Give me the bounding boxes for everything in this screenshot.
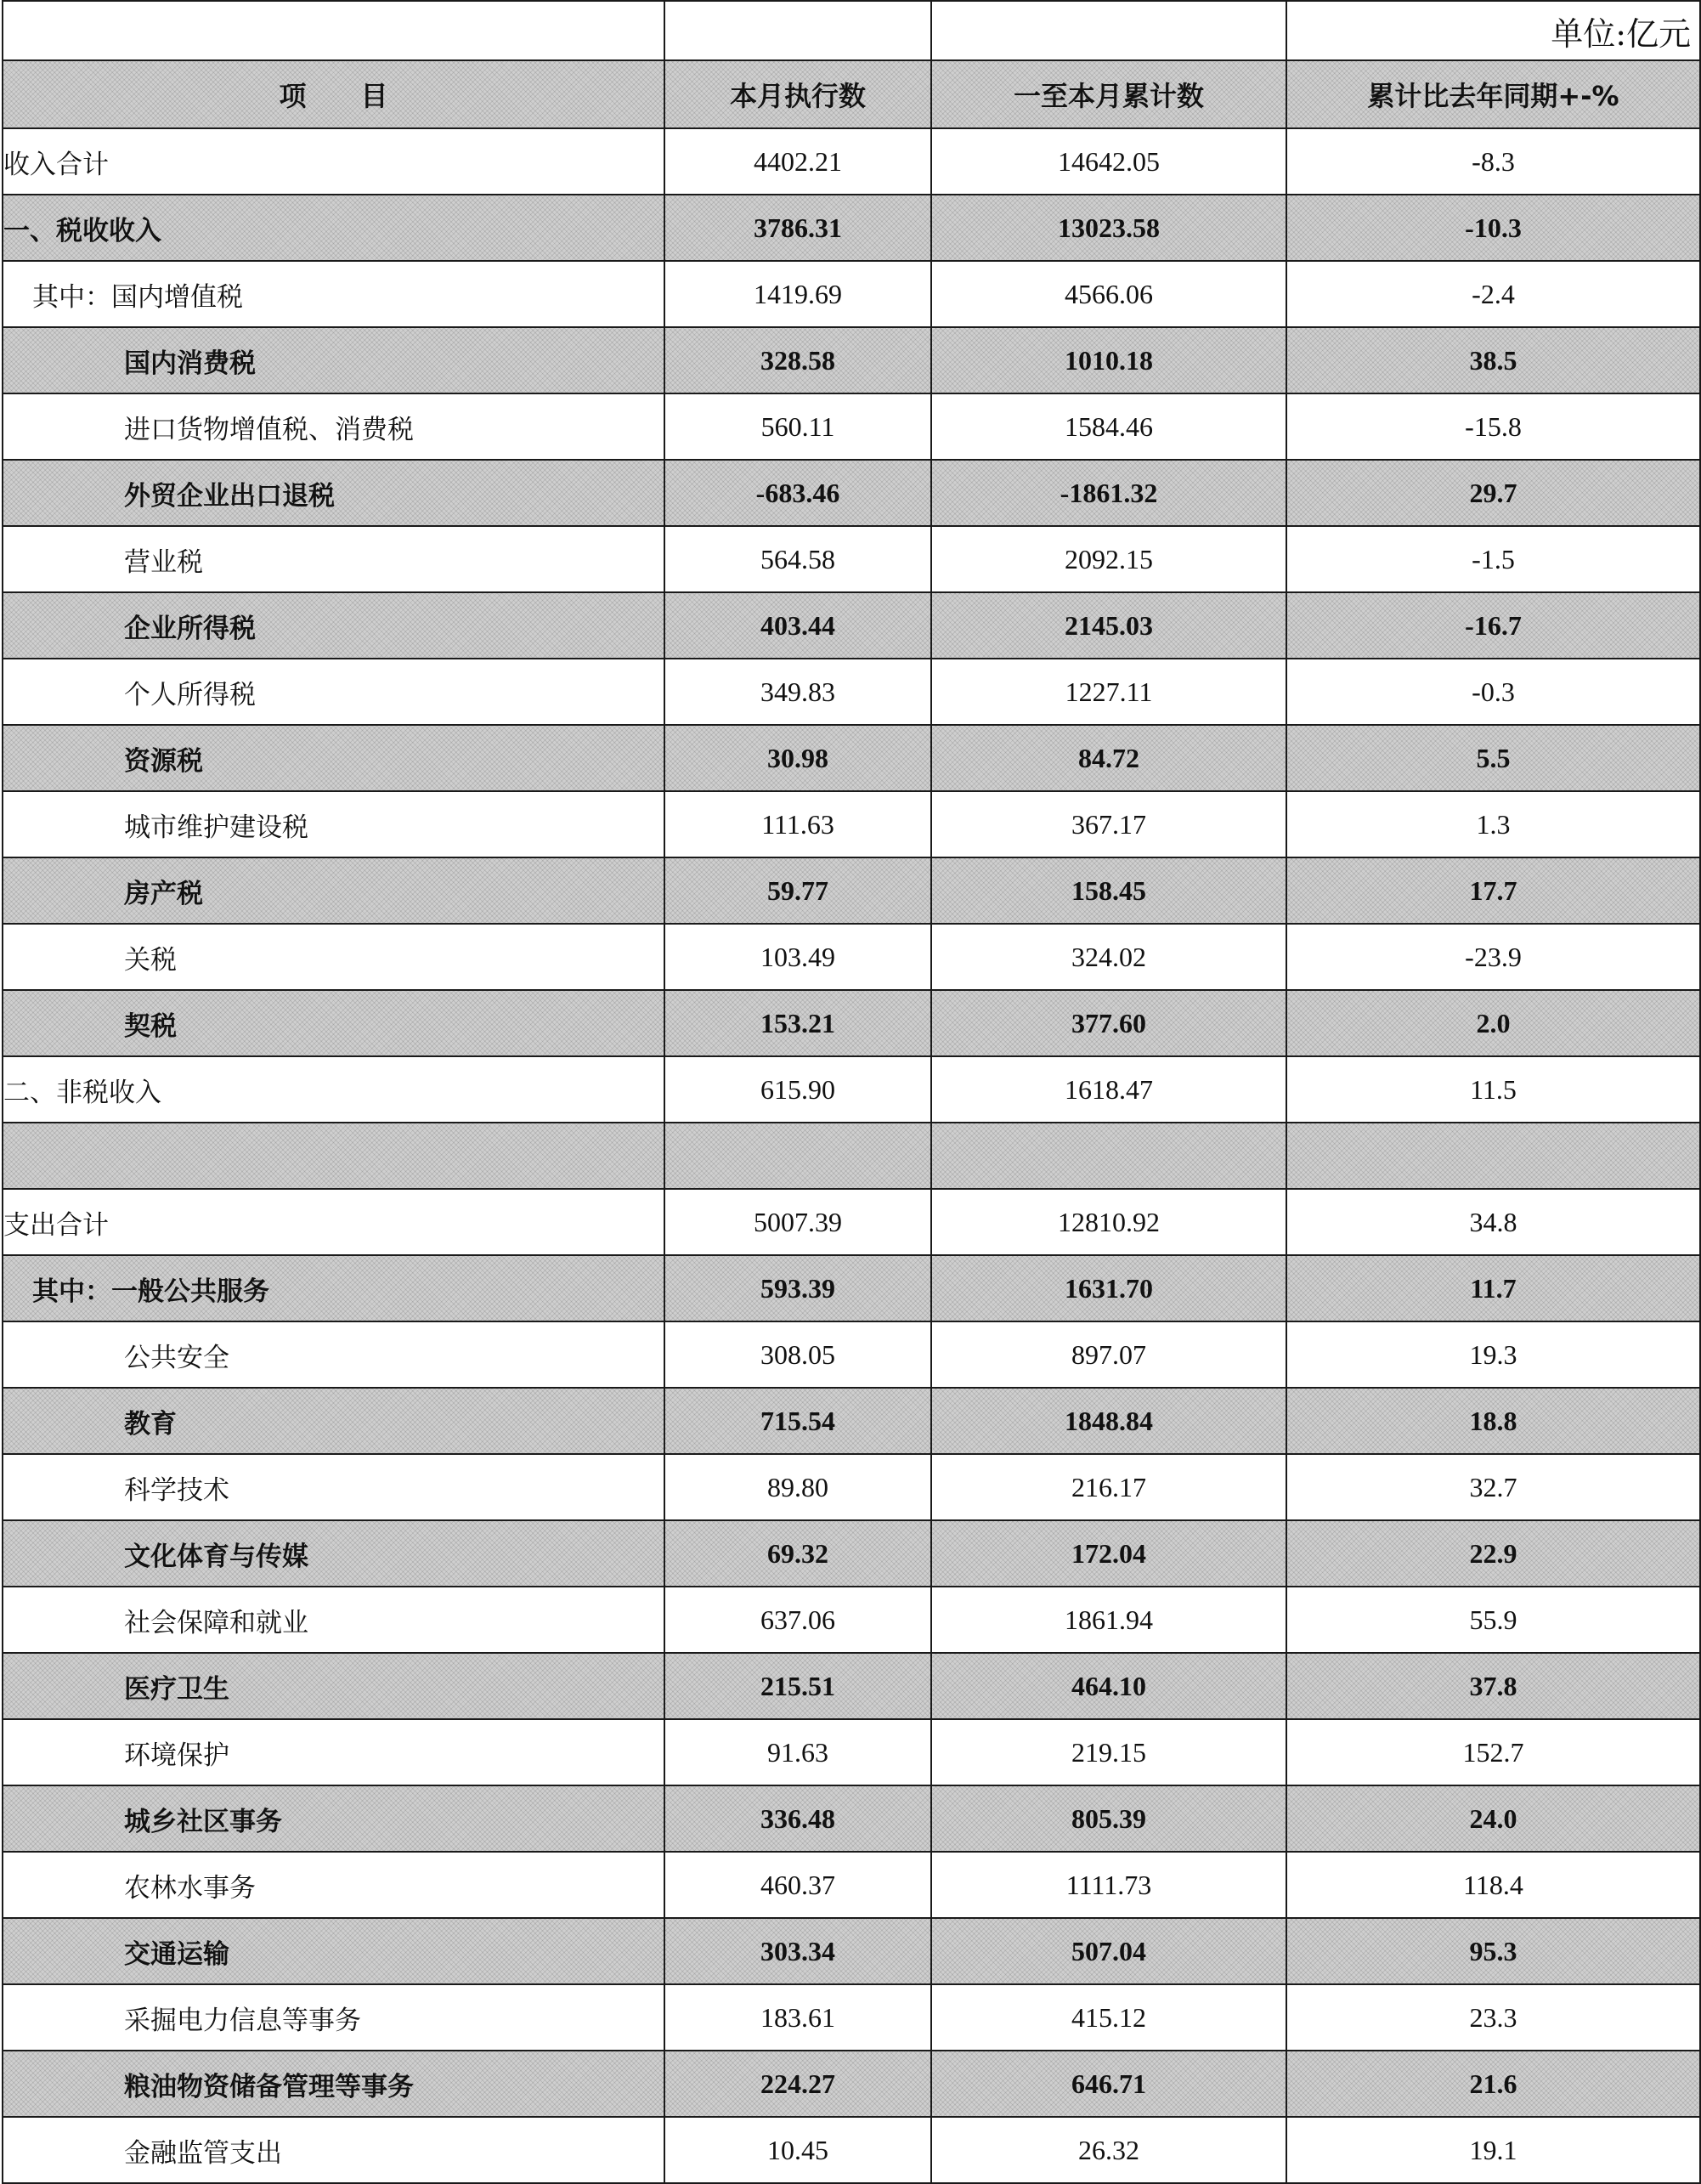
table-row	[3, 1255, 1700, 1321]
table-row	[3, 592, 1700, 659]
cumulative-value: 1010.18	[931, 327, 1286, 393]
row-label: 进口货物增值税、消费税	[3, 393, 664, 460]
cumulative-value: 897.07	[931, 1321, 1286, 1388]
table-row	[3, 1454, 1700, 1520]
table-row	[3, 2117, 1700, 2183]
change-percent: 29.7	[1286, 460, 1700, 526]
monthly-value: 103.49	[664, 924, 931, 990]
table-row	[3, 526, 1700, 592]
monthly-value: 224.27	[664, 2051, 931, 2117]
cumulative-value: 324.02	[931, 924, 1286, 990]
table-row	[3, 261, 1700, 327]
cumulative-value: 1861.94	[931, 1587, 1286, 1653]
monthly-value: 3786.31	[664, 195, 931, 261]
cumulative-value: 1111.73	[931, 1852, 1286, 1918]
table-row	[3, 857, 1700, 924]
table-row	[3, 1189, 1700, 1255]
row-label: 收入合计	[3, 128, 664, 195]
row-label: 二、非税收入	[3, 1056, 664, 1123]
row-label: 其中：一般公共服务	[3, 1255, 664, 1321]
change-percent: 19.1	[1286, 2117, 1700, 2183]
header-item: 项 目	[3, 60, 664, 128]
monthly-value: 10.45	[664, 2117, 931, 2183]
change-percent: 2.0	[1286, 990, 1700, 1056]
unit-label: 单位:亿元	[1286, 1, 1700, 60]
monthly-value: 153.21	[664, 990, 931, 1056]
cumulative-value: 1618.47	[931, 1056, 1286, 1123]
cumulative-value: 367.17	[931, 791, 1286, 857]
table-row	[3, 1520, 1700, 1587]
cumulative-value: 1584.46	[931, 393, 1286, 460]
cumulative-value: 464.10	[931, 1653, 1286, 1719]
header-monthly: 本月执行数	[664, 60, 931, 128]
table-row	[3, 1984, 1700, 2051]
row-label: 契税	[3, 990, 664, 1056]
row-label: 国内消费税	[3, 327, 664, 393]
change-percent: 24.0	[1286, 1785, 1700, 1852]
change-percent: 1.3	[1286, 791, 1700, 857]
header-row	[3, 60, 1700, 128]
monthly-value: 560.11	[664, 393, 931, 460]
cumulative-value	[931, 1123, 1286, 1189]
monthly-value: 69.32	[664, 1520, 931, 1587]
unit-blank-cell	[664, 1, 931, 60]
cumulative-value: -1861.32	[931, 460, 1286, 526]
monthly-value: 637.06	[664, 1587, 931, 1653]
row-label: 科学技术	[3, 1454, 664, 1520]
cumulative-value: 1631.70	[931, 1255, 1286, 1321]
table-row	[3, 1056, 1700, 1123]
row-label: 公共安全	[3, 1321, 664, 1388]
cumulative-value: 415.12	[931, 1984, 1286, 2051]
monthly-value: 615.90	[664, 1056, 931, 1123]
header-cumulative: 一至本月累计数	[931, 60, 1286, 128]
monthly-value: 403.44	[664, 592, 931, 659]
table-row	[3, 990, 1700, 1056]
row-label: 城市维护建设税	[3, 791, 664, 857]
table-row	[3, 659, 1700, 725]
row-label: 教育	[3, 1388, 664, 1454]
monthly-value: 308.05	[664, 1321, 931, 1388]
row-label: 其中：国内增值税	[3, 261, 664, 327]
row-label: 支出合计	[3, 1189, 664, 1255]
cumulative-value: 805.39	[931, 1785, 1286, 1852]
change-percent: 118.4	[1286, 1852, 1700, 1918]
table-row	[3, 2051, 1700, 2117]
row-label: 交通运输	[3, 1918, 664, 1984]
change-percent: 5.5	[1286, 725, 1700, 791]
change-percent: 18.8	[1286, 1388, 1700, 1454]
monthly-value: 564.58	[664, 526, 931, 592]
table-row	[3, 1852, 1700, 1918]
cumulative-value: 158.45	[931, 857, 1286, 924]
change-percent: -8.3	[1286, 128, 1700, 195]
change-percent: 34.8	[1286, 1189, 1700, 1255]
change-percent: -1.5	[1286, 526, 1700, 592]
monthly-value: 593.39	[664, 1255, 931, 1321]
row-label: 关税	[3, 924, 664, 990]
change-percent: 21.6	[1286, 2051, 1700, 2117]
change-percent: 55.9	[1286, 1587, 1700, 1653]
change-percent: -16.7	[1286, 592, 1700, 659]
row-label: 文化体育与传媒	[3, 1520, 664, 1587]
monthly-value: 91.63	[664, 1719, 931, 1785]
table-row	[3, 1719, 1700, 1785]
unit-row	[3, 1, 1700, 60]
change-percent: 11.7	[1286, 1255, 1700, 1321]
cumulative-value: 2145.03	[931, 592, 1286, 659]
row-label: 社会保障和就业	[3, 1587, 664, 1653]
cumulative-value: 377.60	[931, 990, 1286, 1056]
table-row	[3, 1321, 1700, 1388]
monthly-value: 715.54	[664, 1388, 931, 1454]
change-percent: 38.5	[1286, 327, 1700, 393]
row-label: 营业税	[3, 526, 664, 592]
monthly-value: 5007.39	[664, 1189, 931, 1255]
fiscal-table	[2, 0, 1701, 2184]
monthly-value: 328.58	[664, 327, 931, 393]
row-label: 城乡社区事务	[3, 1785, 664, 1852]
table-row	[3, 327, 1700, 393]
change-percent	[1286, 1123, 1700, 1189]
table-row	[3, 725, 1700, 791]
cumulative-value: 219.15	[931, 1719, 1286, 1785]
change-percent: 17.7	[1286, 857, 1700, 924]
table-row	[3, 1388, 1700, 1454]
change-percent: 23.3	[1286, 1984, 1700, 2051]
monthly-value: 89.80	[664, 1454, 931, 1520]
cumulative-value: 172.04	[931, 1520, 1286, 1587]
row-label: 房产税	[3, 857, 664, 924]
cumulative-value: 26.32	[931, 2117, 1286, 2183]
table-row	[3, 1587, 1700, 1653]
table-row	[3, 1123, 1700, 1189]
change-percent: -2.4	[1286, 261, 1700, 327]
cumulative-value: 13023.58	[931, 195, 1286, 261]
row-label: 粮油物资储备管理等事务	[3, 2051, 664, 2117]
row-label: 个人所得税	[3, 659, 664, 725]
monthly-value	[664, 1123, 931, 1189]
monthly-value: 4402.21	[664, 128, 931, 195]
header-change: 累计比去年同期+-%	[1286, 60, 1700, 128]
cumulative-value: 646.71	[931, 2051, 1286, 2117]
cumulative-value: 2092.15	[931, 526, 1286, 592]
monthly-value: 303.34	[664, 1918, 931, 1984]
change-percent: 19.3	[1286, 1321, 1700, 1388]
monthly-value: 59.77	[664, 857, 931, 924]
monthly-value: 460.37	[664, 1852, 931, 1918]
row-label: 外贸企业出口退税	[3, 460, 664, 526]
cumulative-value: 1848.84	[931, 1388, 1286, 1454]
row-label: 企业所得税	[3, 592, 664, 659]
row-label	[3, 1123, 664, 1189]
change-percent: 152.7	[1286, 1719, 1700, 1785]
table-row	[3, 393, 1700, 460]
cumulative-value: 12810.92	[931, 1189, 1286, 1255]
change-percent: -0.3	[1286, 659, 1700, 725]
cumulative-value: 84.72	[931, 725, 1286, 791]
row-label: 采掘电力信息等事务	[3, 1984, 664, 2051]
cumulative-value: 14642.05	[931, 128, 1286, 195]
monthly-value: 1419.69	[664, 261, 931, 327]
table-row	[3, 791, 1700, 857]
row-label: 医疗卫生	[3, 1653, 664, 1719]
row-label: 农林水事务	[3, 1852, 664, 1918]
cumulative-value: 1227.11	[931, 659, 1286, 725]
monthly-value: 349.83	[664, 659, 931, 725]
cumulative-value: 507.04	[931, 1918, 1286, 1984]
table-row	[3, 1653, 1700, 1719]
change-percent: 32.7	[1286, 1454, 1700, 1520]
row-label: 资源税	[3, 725, 664, 791]
monthly-value: 111.63	[664, 791, 931, 857]
row-label: 金融监管支出	[3, 2117, 664, 2183]
table-row	[3, 128, 1700, 195]
table-row	[3, 924, 1700, 990]
monthly-value: 30.98	[664, 725, 931, 791]
table-row	[3, 195, 1700, 261]
unit-blank-cell	[931, 1, 1286, 60]
change-percent: 37.8	[1286, 1653, 1700, 1719]
monthly-value: 183.61	[664, 1984, 931, 2051]
monthly-value: 336.48	[664, 1785, 931, 1852]
change-percent: -10.3	[1286, 195, 1700, 261]
change-percent: 95.3	[1286, 1918, 1700, 1984]
table-row	[3, 1785, 1700, 1852]
change-percent: 22.9	[1286, 1520, 1700, 1587]
unit-blank-cell	[3, 1, 664, 60]
cumulative-value: 216.17	[931, 1454, 1286, 1520]
row-label: 环境保护	[3, 1719, 664, 1785]
table-row	[3, 460, 1700, 526]
table-row	[3, 1918, 1700, 1984]
monthly-value: -683.46	[664, 460, 931, 526]
monthly-value: 215.51	[664, 1653, 931, 1719]
change-percent: -15.8	[1286, 393, 1700, 460]
change-percent: 11.5	[1286, 1056, 1700, 1123]
cumulative-value: 4566.06	[931, 261, 1286, 327]
change-percent: -23.9	[1286, 924, 1700, 990]
row-label: 一、税收收入	[3, 195, 664, 261]
